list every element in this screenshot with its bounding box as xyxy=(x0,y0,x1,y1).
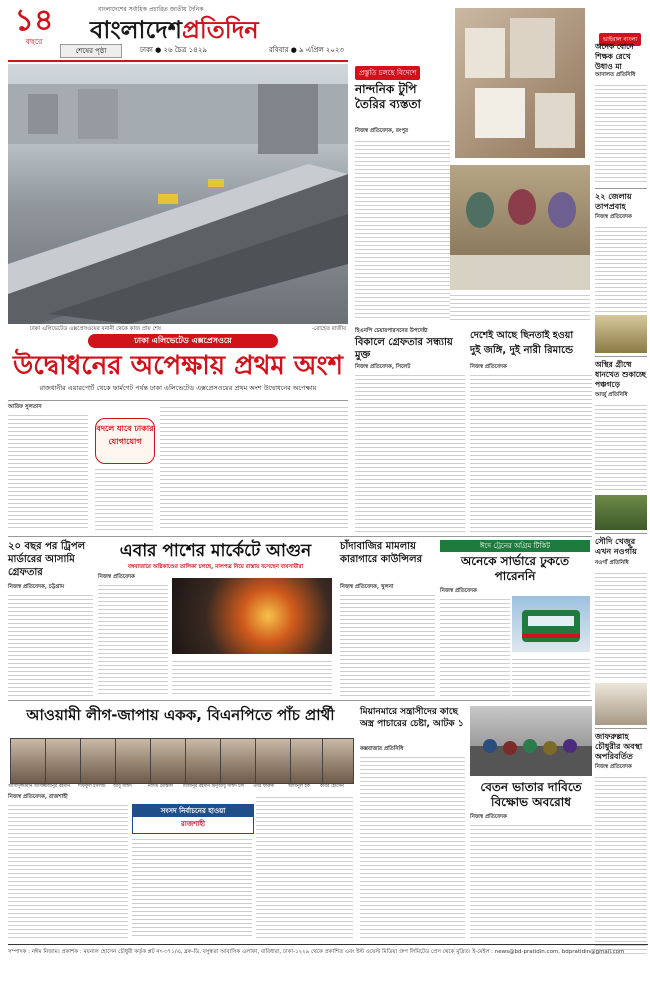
footer-imprint: সম্পাদক : নঈম নিজাম। প্রকাশক : ময়নাল হোসেন চৌধুরী কর্তৃক প্লট নং-৩৭১/এ, ব্লক-ডি, বসুন্ধরা আবাসিক এলাকা, বারিধারা, ঢাকা-১২২৯ থেকে প্রকাশিত এবং ইস্ট ওয়েস্ট মিডিয়া গ্রুপ লিমিটেড প্রেস থেকে মুদ্রিত। ই-মেইল : news@bd-pratidin.com, bdpratidin@gmail.com xyxy=(8,949,625,955)
dates-photo xyxy=(595,495,647,530)
portrait-name-2: মিজানুর রহমান xyxy=(43,784,71,789)
train-photo xyxy=(512,596,590,652)
myanmar-text xyxy=(360,754,465,938)
candidate-portrait-6 xyxy=(185,738,221,784)
salary-text xyxy=(470,822,592,938)
chhinta-headline: দুই জঙ্গি, দুই নারী রিমান্ডে xyxy=(470,345,574,356)
eid-tag-label: ঈদে ট্রেনের অগ্রিম টিকিট xyxy=(479,542,551,550)
right-item4-byline: নওগাঁ প্রতিনিধি xyxy=(595,560,629,566)
nandanik-headline: নান্দনিক টুপি তৈরির ব্যস্ততা xyxy=(355,82,421,111)
triple-byline: নিজস্ব প্রতিবেদক, চট্টগ্রাম xyxy=(8,584,65,590)
chhinta-text xyxy=(470,372,592,532)
page-label: শেষের পৃষ্ঠা xyxy=(60,44,122,58)
expressway-banner: ঢাকা এলিভেটেড এক্সপ্রেসওয়ে xyxy=(88,334,278,348)
protest-photo-art xyxy=(470,706,592,776)
tagline: বাংলাদেশের সর্বাধিক প্রচারিত জাতীয় দৈনিক xyxy=(98,6,204,13)
fire-kicker: বঙ্গবাজারে অগ্নিকাণ্ডের তালিকা চলছে, মালপত্র নিয়ে রাস্তায় বসেছেন ব্যবসায়ীরা xyxy=(127,564,304,570)
bikel-text xyxy=(355,372,465,532)
candidate-portrait-3 xyxy=(80,738,116,784)
right-item2-byline: নিজস্ব প্রতিবেদক xyxy=(595,214,632,220)
top-callout-text: বদলে যাবে ঢাকার যোগাযোগ xyxy=(96,424,154,446)
awami-headline: আওয়ামী লীগ-জাপায় একক, বিএনপিতে পাঁচ প্রার্থী xyxy=(26,706,335,724)
right-item5-text xyxy=(595,774,647,954)
candidate-portrait-2 xyxy=(45,738,81,784)
expressway-photo xyxy=(8,64,348,324)
right-item2-text xyxy=(595,224,647,312)
right-item5-byline: নিজস্ব প্রতিবেদক xyxy=(595,764,632,770)
candidate-portrait-8 xyxy=(255,738,291,784)
awami-text-2 xyxy=(132,836,252,938)
right-item3-byline: আর্জু প্রতিনিধি xyxy=(595,392,628,398)
right-item4-text xyxy=(595,570,647,680)
caps-photo xyxy=(455,8,585,158)
chandabaji-text xyxy=(340,592,435,696)
awami-byline: নিজস্ব প্রতিবেদক, রাজশাহী xyxy=(8,794,68,800)
anniversary-word: বছরে xyxy=(25,37,43,46)
awami-text-1 xyxy=(8,802,128,938)
eid-text-1 xyxy=(440,596,510,696)
portrait-name-8: ওমর ফারুক xyxy=(253,784,274,789)
awami-box xyxy=(132,804,254,834)
fire-text-1 xyxy=(98,582,168,696)
right-item5-headline: জাফরুল্লাহ চৌধুরীর অবস্থা অপরিবর্তিত xyxy=(595,732,643,761)
crops-photo xyxy=(595,315,647,353)
right-tag-label: ভাইরাল বাংলা xyxy=(599,33,642,46)
triple-headline: ২০ বছর পর ট্রিপল মার্ডারের আসামি গ্রেফতার xyxy=(8,541,86,578)
right-item1-byline: আদালত প্রতিনিধি xyxy=(595,72,636,78)
candidate-portrait-7 xyxy=(220,738,256,784)
portrait-name-10: কবির হোসেন xyxy=(320,784,344,789)
top-byline: আরিফ সুলতান xyxy=(8,404,42,410)
photo-credit: -রোহেত রাজীব xyxy=(312,326,346,332)
fire-photo xyxy=(172,578,332,654)
top-headline: উদ্বোধনের অপেক্ষায় প্রথম অংশ xyxy=(13,351,343,381)
right-item1-headline: অনেক বোনে শিক্ষক রেখে উধাও মা xyxy=(595,42,634,71)
anniversary-badge xyxy=(8,3,60,48)
jafrullah-photo xyxy=(595,683,647,725)
right-item2-headline: ২২ জেলায় তাপপ্রবাহ xyxy=(595,192,632,211)
myanmar-byline: কক্সবাজার প্রতিনিধি xyxy=(360,746,404,752)
triple-text xyxy=(8,592,93,696)
portrait-name-4: আবু সাঈদ xyxy=(113,784,132,789)
top-text-1 xyxy=(8,412,88,530)
top-callout xyxy=(95,418,155,464)
awami-box-place: রাজশাহী xyxy=(181,820,205,828)
anniversary-number: ১৪ xyxy=(14,3,54,38)
logo-right: প্রতিদিন xyxy=(181,15,259,44)
masthead-logo xyxy=(90,12,340,42)
fire-headline: এবার পাশের মার্কেটে আগুন xyxy=(119,541,312,561)
nandanik-byline: নিজস্ব প্রতিবেদক, রংপুর xyxy=(355,128,409,134)
myanmar-headline: মিয়ানমারে সন্ত্রাসীদের কাছে অস্ত্র পাচারের চেষ্টা, আটক ১ xyxy=(360,707,464,729)
women-photo xyxy=(450,165,590,290)
eid-text-2 xyxy=(512,656,590,696)
portrait-name-5: নাদিম মোস্তফা xyxy=(148,784,174,789)
day-date: রবিবার ● ৯ এপ্রিল ২০২৩ xyxy=(268,46,344,54)
chandabaji-headline: চাঁদাবাজির মামলায় কারাগারে কাউন্সিলর xyxy=(340,541,423,565)
chandabaji-byline: নিজস্ব প্রতিবেদক, খুলনা xyxy=(340,584,394,590)
candidate-portrait-9 xyxy=(290,738,326,784)
bikel-kicker: হিএনপি চেয়ারপারসনের উপদেষ্টা xyxy=(355,328,428,334)
nandanik-tag xyxy=(355,60,435,80)
caps-photo-art xyxy=(455,8,585,158)
right-item4-headline: সৌদি খেজুর এখন নওগাঁয় xyxy=(595,537,637,556)
eid-tag xyxy=(440,540,590,552)
candidate-portrait-5 xyxy=(150,738,186,784)
women-photo-art xyxy=(450,165,590,290)
portrait-name-3: শফিকুল ইসলাম xyxy=(78,784,106,789)
candidate-portrait-1 xyxy=(10,738,46,784)
eid-headline: অনেকে সার্ভারে ঢুকতে পারেননি xyxy=(460,554,570,583)
bikel-byline: নিজস্ব প্রতিবেদক, সিলেট xyxy=(355,364,411,370)
awami-text-3 xyxy=(256,794,353,938)
bikel-headline: বিকালে গ্রেফতার সন্ধ্যায় মুক্ত xyxy=(355,337,453,361)
salary-byline: নিজস্ব প্রতিবেদক xyxy=(470,814,507,820)
train-photo-art xyxy=(512,596,590,652)
candidate-portrait-4 xyxy=(115,738,151,784)
portrait-name-9: আমিনুল হক xyxy=(288,784,311,789)
eid-byline: নিজস্ব প্রতিবেদক xyxy=(440,588,477,594)
dateline: ঢাকা ● ২৬ চৈত্র ১৪২৯ xyxy=(140,46,207,54)
nandanik-tag-label: প্রস্তুতি চলছে বিদেশে xyxy=(355,66,420,80)
top-deck: রাজধানীর এয়ারপোর্ট থেকে ফার্মগেট পর্যন্ত ঢাকা এলিভেটেড এক্সপ্রেসওয়ের প্রথম অংশ উদ্বোধনের অপেক্ষায় xyxy=(39,384,317,392)
logo-left: বাংলাদেশ xyxy=(90,15,182,44)
portrait-name-7: আবু সাঈদ চাঁদ xyxy=(218,784,245,789)
right-item3-headline: অস্থির গ্রীষ্মে ধানখেত শুকাচ্ছে পঞ্চগড়ে xyxy=(595,360,647,389)
portrait-name-6: মিজানুর রহমান মিনু xyxy=(183,784,218,789)
right-item1-text xyxy=(595,82,647,182)
top-text-3 xyxy=(160,404,348,530)
expressway-photo-art xyxy=(8,64,348,324)
top-text-2 xyxy=(95,466,153,530)
nandanik-text xyxy=(355,138,450,318)
photo-caption: ঢাকা এলিভেটেড এক্সপ্রেসওয়ের বনানী থেকে কাজ প্রায় শেষ xyxy=(30,326,161,332)
fire-text-2 xyxy=(172,658,332,696)
chhinta-byline: নিজস্ব প্রতিবেদক xyxy=(470,364,507,370)
portrait-name-1: আসাদুজ্জামান আসাদ xyxy=(8,784,46,789)
right-item3-text xyxy=(595,402,647,492)
protest-photo xyxy=(470,706,592,776)
candidate-portrait-10 xyxy=(322,738,354,784)
salary-headline: বেতন ভাতার দাবিতে বিক্ষোভ অবরোধ xyxy=(480,780,582,809)
chhinta-kicker: দেশেই আছে ছিনতাই হওয়া xyxy=(470,330,574,341)
awami-box-label: সংসদ নির্বাচনের হাওয়া xyxy=(133,805,253,817)
fire-byline: নিজস্ব প্রতিবেদক xyxy=(98,574,135,580)
nandanik-text-2 xyxy=(450,292,590,322)
